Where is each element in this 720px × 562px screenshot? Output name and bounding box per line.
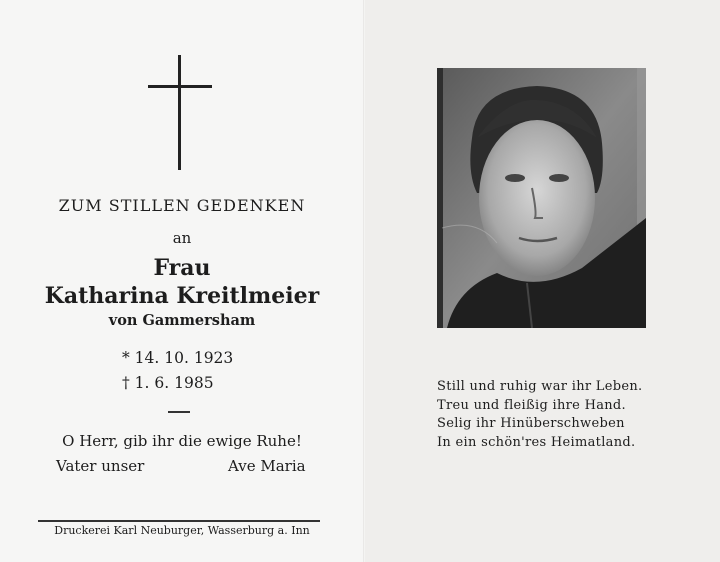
death-date: † 1. 6. 1985 [122, 374, 214, 392]
poem-line: In ein schön'res Heimatland. [437, 434, 636, 450]
an-label: an [172, 229, 192, 247]
card-fold [363, 0, 365, 562]
title-frau: Frau [153, 255, 211, 281]
portrait-photo [437, 68, 646, 328]
short-divider [168, 411, 190, 413]
poem-line: Still und ruhig war ihr Leben. [437, 379, 643, 394]
prayer-line: O Herr, gib ihr die ewige Ruhe! [62, 432, 302, 450]
memorial-heading: ZUM STILLEN GEDENKEN [58, 196, 306, 215]
birth-date: * 14. 10. 1923 [122, 349, 234, 367]
poem-line: Selig ihr Hinüberschweben [437, 416, 625, 431]
poem-line: Treu und fleißig ihre Hand. [437, 397, 626, 413]
printer-credit: Druckerei Karl Neuburger, Wasserburg a. Inn [54, 524, 310, 537]
ave-maria-label: Ave Maria [228, 457, 306, 475]
poem-verse [437, 378, 642, 452]
origin-place: von Gammersham [108, 312, 256, 329]
vater-unser-label: Vater unser [56, 457, 145, 475]
deceased-name: Katharina Kreitlmeier [44, 283, 320, 309]
footer-rule [38, 520, 320, 522]
